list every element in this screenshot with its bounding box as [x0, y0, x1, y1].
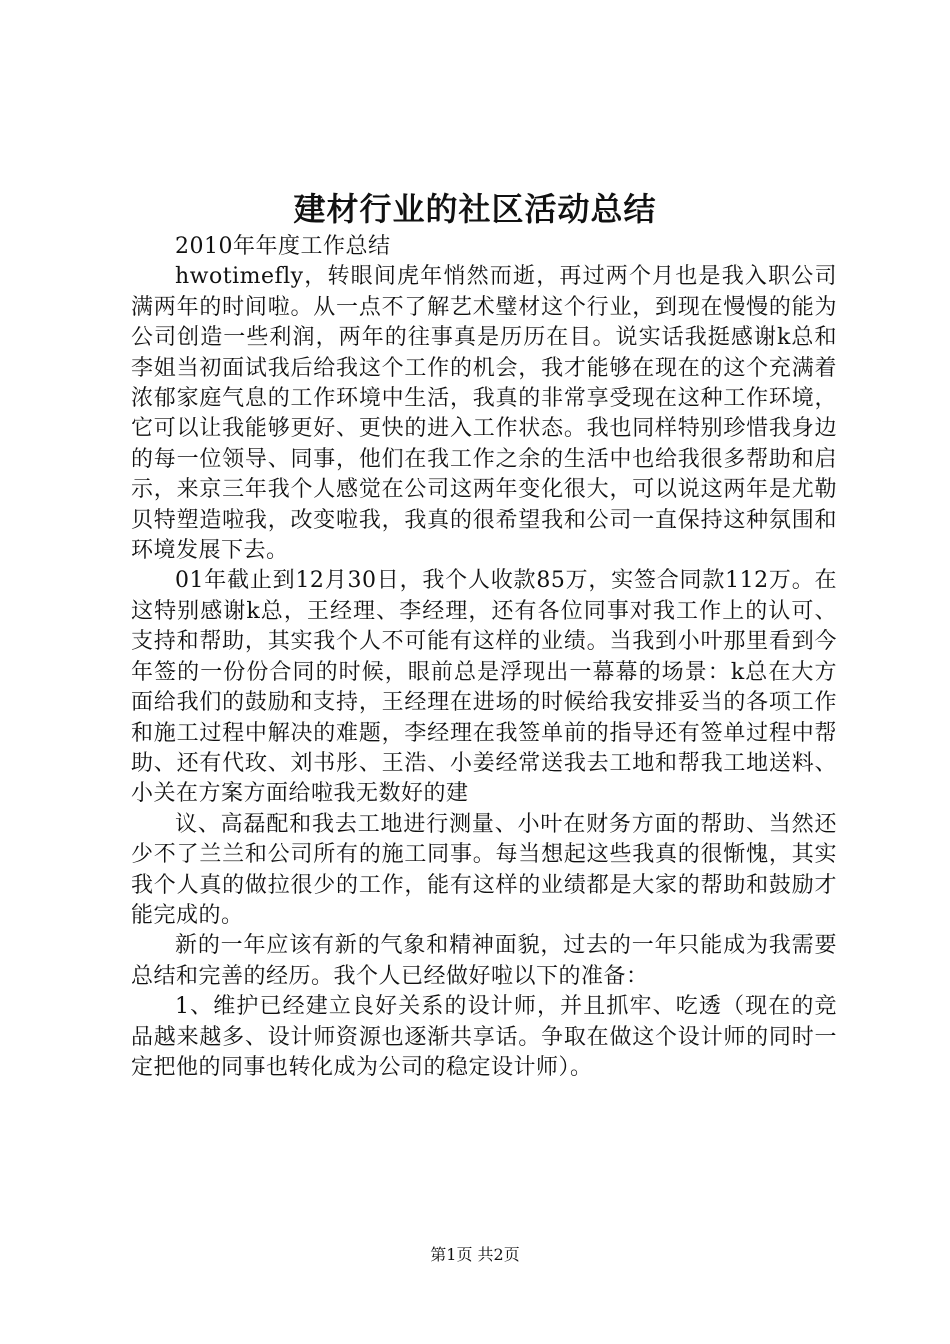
document-body [131, 232, 837, 1083]
document-title: 建材行业的社区活动总结 [293, 190, 657, 228]
paragraph: 01年截止到12月30日，我个人收款85万，实签合同款112万。在这特别感谢k总，王经理、李经理，还有各位同事对我工作上的认可、支持和帮助，其实我个人不可能有这样的业绩。当我到小叶那里看到今年签的一份份合同的时候，眼前总是浮现出一幕幕的场景：k总在大方面给我们的鼓励和支持，王经理在进场的时候给我安排妥当的各项工作和施工过程中解决的难题，李经理在我签单前的指导还有签单过程中帮助、还有代玫、刘书彤、王浩、小姜经常送我去工地和帮我工地送料、小关在方案方面给啦我无数好的建 [131, 568, 837, 807]
paragraph: 议、高磊配和我去工地进行测量、小叶在财务方面的帮助、当然还少不了兰兰和公司所有的施工同事。每当想起这些我真的很惭愧，其实我个人真的做拉很少的工作，能有这样的业绩都是大家的帮助和鼓励才能完成的。 [131, 811, 837, 928]
page-number-footer: 第1页 共2页 [430, 1245, 520, 1264]
paragraph: 1、维护已经建立良好关系的设计师，并且抓牢、吃透（现在的竞品越来越多、设计师资源也逐渐共享话。争取在做这个设计师的同时一定把他的同事也转化成为公司的稳定设计师）。 [131, 994, 837, 1080]
paragraph: hwotimefly，转眼间虎年悄然而逝，再过两个月也是我入职公司满两年的时间啦。从一点不了解艺术璧材这个行业，到现在慢慢的能为公司创造一些利润，两年的往事真是历历在目。说实话我挺感谢k总和李姐当初面试我后给我这个工作的机会，我才能够在现在的这个充满着浓郁家庭气息的工作环境中生活，我真的非常享受现在这种工作环境，它可以让我能够更好、更快的进入工作状态。我也同样特别珍惜我身边的每一位领导、同事，他们在我工作之余的生活中也给我很多帮助和启示，来京三年我个人感觉在公司这两年变化很大，可以说这两年是尤勒贝特塑造啦我，改变啦我，我真的很希望我和公司一直保持这种氛围和环境发展下去。 [131, 264, 837, 564]
paragraph-heading: 2010年年度工作总结 [175, 234, 391, 259]
paragraph: 新的一年应该有新的气象和精神面貌，过去的一年只能成为我需要总结和完善的经历。我个人已经做好啦以下的准备： [131, 933, 837, 989]
